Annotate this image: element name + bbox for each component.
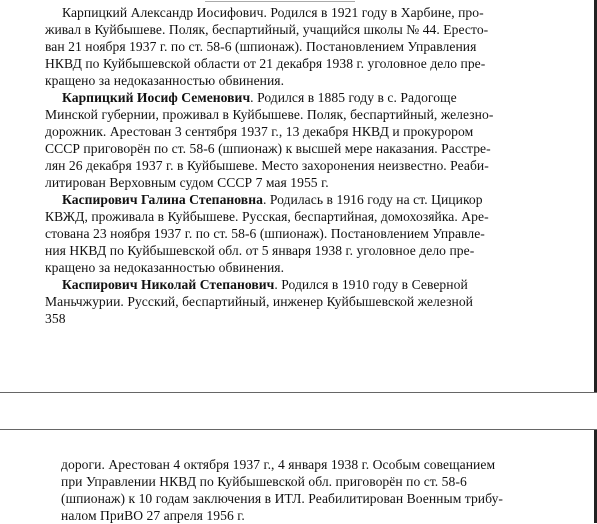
entry-2-line-1 xyxy=(62,89,457,106)
entry-2-name: Карпицкий Иосиф Семенович xyxy=(62,90,251,105)
entry-3-line-5: кращено за недоказанностью обвинения. xyxy=(45,260,285,275)
continued-line-4: налом ПриВО 27 апреля 1956 г. xyxy=(61,508,245,523)
entry-2-line-2: Минской губернии, проживал в Куйбышеве. Поляк, беспартийный, железно- xyxy=(45,107,494,122)
entry-4-name: Каспирович Николай Степанович xyxy=(62,277,275,292)
entry-2-line-6: литирован Верховным судом СССР 7 мая 1955 г. xyxy=(45,175,329,190)
continued-line-2: при Управлении НКВД по Куйбышевской обл. приговорён по ст. 58-6 xyxy=(61,474,467,489)
entry-2-line-5: лян 26 декабря 1937 г. в Куйбышеве. Место захоронения неизвестно. Реаби- xyxy=(45,158,489,173)
page-cut-edge xyxy=(205,0,355,2)
entry-3-line-4: ния НКВД по Куйбышевской обл. от 5 января 1938 г. уголовное дело пре- xyxy=(45,243,475,258)
continued-line-3: (шпионаж) к 10 годам заключения в ИТЛ. Реабилитирован Военным трибу- xyxy=(61,491,503,506)
entry-3-name: Каспирович Галина Степановна xyxy=(62,192,263,207)
entry-1-line-4: НКВД по Куйбышевской области от 21 декабря 1938 г. уголовное дело пре- xyxy=(45,56,486,71)
entry-4-line-1 xyxy=(62,276,468,293)
entry-4-line-2: Маньчжурии. Русский, беспартийный, инженер Куйбышевской железной xyxy=(45,294,474,309)
entry-1-line-1: Карпицкий Александр Иосифович. Родился в 1921 году в Харбине, про- xyxy=(62,5,484,20)
entry-2-line-3: дорожник. Арестован 3 сентября 1937 г., 13 декабря НКВД и прокурором xyxy=(45,124,474,139)
entry-1-line-3: ван 21 ноября 1937 г. по ст. 58-6 (шпионаж). Постановлением Управления xyxy=(45,39,477,54)
page-number: 358 xyxy=(45,311,66,326)
entry-1-line-2: живал в Куйбышеве. Поляк, беспартийный, учащийся школы № 44. Ересто- xyxy=(45,22,489,37)
entry-4-first-rest: . Родился в 1910 году в Северной xyxy=(274,277,468,292)
entry-2-line-4: СССР приговорён по ст. 58-6 (шпионаж) к высшей мере наказания. Расстре- xyxy=(45,141,491,156)
entry-1-line-5: кращено за недоказанностью обвинения. xyxy=(45,73,285,88)
page-gap xyxy=(0,392,597,430)
entry-3-first-rest: . Родилась в 1916 году на ст. Цицикор xyxy=(262,192,483,207)
continued-line-1: дороги. Арестован 4 октября 1937 г., 4 января 1938 г. Особым совещанием xyxy=(61,457,496,472)
entry-2-first-rest: . Родился в 1885 году в с. Радогоще xyxy=(250,90,457,105)
entry-3-line-1 xyxy=(62,191,483,208)
entry-3-line-2: КВЖД, проживала в Куйбышеве. Русская, беспартийная, домохозяйка. Аре- xyxy=(45,209,489,224)
entry-3-line-3: стована 23 ноября 1937 г. по ст. 58-6 (шпионаж). Постановлением Управле- xyxy=(45,226,485,241)
page-359 xyxy=(0,430,597,523)
